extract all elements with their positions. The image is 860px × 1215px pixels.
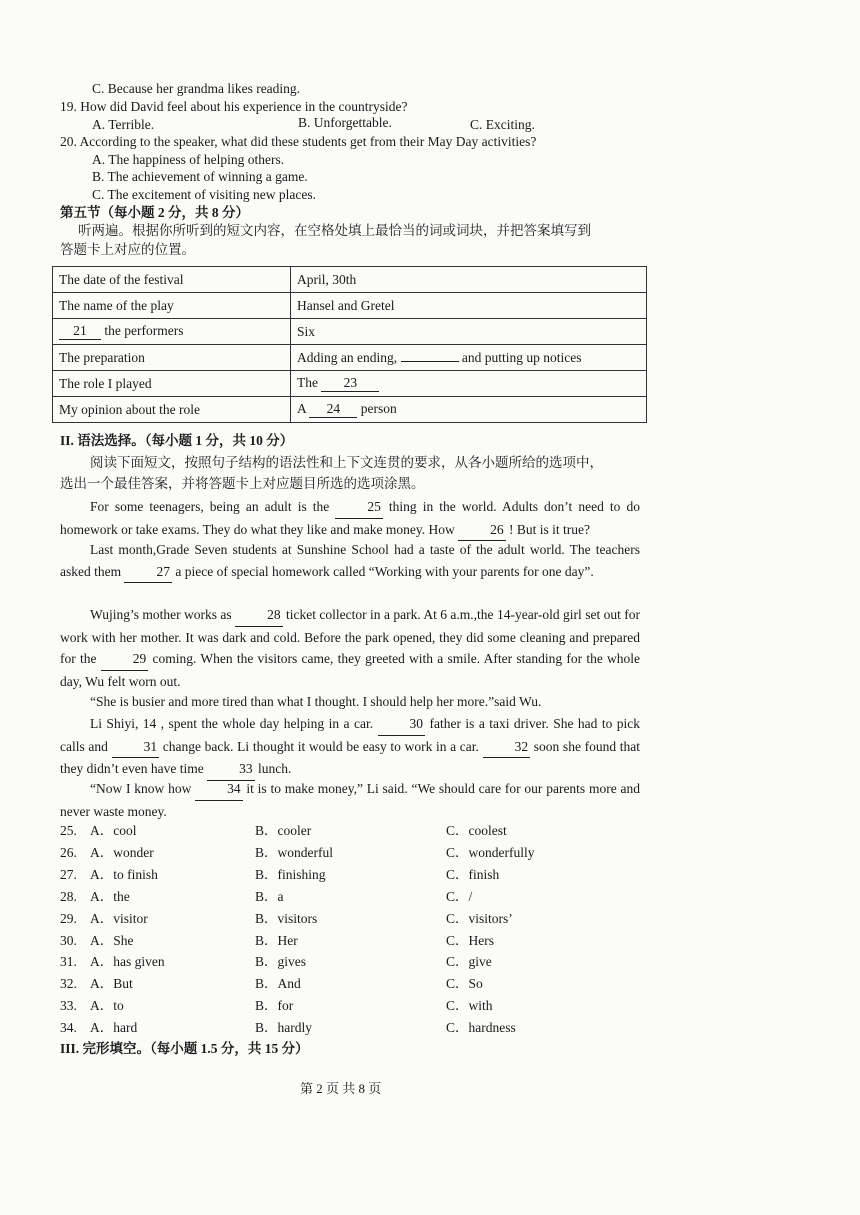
page-number: 第 2 页 共 8 页 (300, 1081, 382, 1096)
option-b[interactable]: B．for (255, 998, 294, 1014)
q20-option-b: B. The achievement of winning a game. (92, 169, 308, 184)
option-a[interactable]: A．She (90, 932, 134, 948)
option-c[interactable]: C．coolest (446, 823, 507, 838)
blank-22[interactable] (401, 361, 459, 362)
option-a[interactable]: A．has given (90, 954, 165, 970)
q19-option-c: C. Exciting. (470, 117, 535, 132)
option-a[interactable]: A．to finish (90, 866, 158, 882)
blank-26[interactable]: 26 (458, 519, 506, 542)
passage-paragraph-4: “She is busier and more tired than what I thought. I should help her more.”said Wu. (90, 694, 542, 709)
row-label-with-blank: 21 the performers (53, 319, 291, 345)
blank-34[interactable]: 34 (195, 778, 243, 801)
option-a[interactable]: A．hard (90, 1020, 138, 1036)
option-c[interactable]: C．wonderfully (446, 844, 535, 860)
blank-23[interactable]: 23 (321, 375, 379, 392)
section5-instruction-1: 听两遍。根据你所听到的短文内容，在空格处填上最恰当的词或词块，并把答案填写到 (78, 223, 591, 238)
blank-31[interactable]: 31 (112, 736, 160, 759)
option-c[interactable]: C．hardness (446, 1020, 516, 1036)
row-value: Hansel and Gretel (291, 293, 647, 319)
passage-paragraph-1: For some teenagers, being an adult is the 25 thing in the world. Adults don’t need to do homework or take exams. They do what they like and make money. How 26 ! But is it true? (60, 496, 640, 541)
passage-paragraph-3: Wujing’s mother works as 28 ticket collector in a park. At 6 a.m.,the 14-year-old girl set out for work with her mother. It was dark and cold. Before the park opened, they did some cleaning and prepared for the 29 coming. When the visitors came, they greeted with a smile. After standing for the whole day, Wu felt worn out. (60, 604, 640, 693)
row-label: My opinion about the role (53, 397, 291, 423)
blank-25[interactable]: 25 (335, 496, 383, 519)
option-number: 30. (60, 932, 77, 948)
option-a[interactable]: A．visitor (90, 910, 148, 926)
option-a[interactable]: A．the (90, 888, 130, 904)
blank-30[interactable]: 30 (378, 713, 426, 736)
q20-option-a: A. The happiness of helping others. (92, 152, 285, 167)
row-label: The date of the festival (53, 267, 291, 293)
section5-heading: 第五节（每小题 2 分，共 8 分） (60, 205, 249, 220)
row-label: The name of the play (53, 293, 291, 319)
option-b[interactable]: B．And (255, 976, 301, 992)
row-value: Six (291, 319, 647, 345)
option-b[interactable]: B．visitors (255, 910, 318, 926)
option-c[interactable]: C．give (446, 954, 492, 970)
option-c[interactable]: C．visitors’ (446, 910, 513, 926)
q19-stem: 19. How did David feel about his experience in the countryside? (60, 99, 408, 114)
listening-fill-table (52, 266, 647, 423)
table-row (53, 319, 647, 345)
passage-paragraph-5: Li Shiyi, 14 , spent the whole day helping in a car. 30 father is a taxi driver. She had to pick calls and 31 change back. Li thought it would be easy to work in a car. 32 soon she found that they didn’t even have time 33 lunch. (60, 713, 640, 781)
row-value: A 24 person (291, 397, 647, 423)
table-row (53, 293, 647, 319)
option-number: 25. (60, 823, 77, 838)
option-b[interactable]: B．wonderful (255, 844, 333, 860)
option-number: 34. (60, 1020, 77, 1036)
passage-paragraph-2: Last month,Grade Seven students at Sunshine School had a taste of the adult world. The teachers asked them 27 a piece of special homework called “Working with your parents for one day”. (60, 539, 640, 583)
option-number: 26. (60, 844, 77, 860)
row-label: The role I played (53, 371, 291, 397)
option-c[interactable]: C．finish (446, 866, 500, 882)
table-row (53, 345, 647, 371)
q20-stem: 20. According to the speaker, what did these students get from their May Day activities? (60, 134, 537, 149)
option-b[interactable]: B．a (255, 888, 284, 904)
row-value: April, 30th (291, 267, 647, 293)
table-row (53, 267, 647, 293)
passage-paragraph-6: “Now I know how 34 it is to make money,” Li said. “We should care for our parents more and never waste money. (60, 778, 640, 822)
option-a[interactable]: A．cool (90, 823, 137, 838)
option-number: 32. (60, 976, 77, 992)
option-c[interactable]: C．with (446, 998, 493, 1014)
q19-option-b: B. Unforgettable. (298, 115, 392, 130)
option-a[interactable]: A．But (90, 976, 133, 992)
option-a[interactable]: A．to (90, 998, 124, 1014)
q18-option-c: C. Because her grandma likes reading. (92, 81, 301, 96)
blank-29[interactable]: 29 (101, 648, 149, 671)
blank-24[interactable]: 24 (309, 401, 357, 418)
grammar-heading: II. 语法选择。（每小题 1 分，共 10 分） (60, 433, 294, 448)
row-label: The preparation (53, 345, 291, 371)
table-row (53, 397, 647, 423)
cloze-heading: III. 完形填空。（每小题 1.5 分，共 15 分） (60, 1041, 309, 1056)
option-number: 29. (60, 910, 77, 926)
option-c[interactable]: C．So (446, 976, 483, 992)
option-a[interactable]: A．wonder (90, 844, 154, 860)
blank-21[interactable]: 21 (59, 323, 101, 340)
blank-28[interactable]: 28 (235, 604, 283, 627)
option-c[interactable]: C．/ (446, 888, 473, 904)
grammar-instruction-2: 选出一个最佳答案，并将答题卡上对应题目所选的选项涂黑。 (60, 476, 425, 491)
table-row (53, 371, 647, 397)
option-b[interactable]: B．finishing (255, 866, 326, 882)
option-c[interactable]: C．Hers (446, 932, 494, 948)
option-b[interactable]: B．hardly (255, 1020, 312, 1036)
blank-33[interactable]: 33 (207, 758, 255, 781)
option-number: 27. (60, 866, 77, 882)
option-number: 28. (60, 888, 77, 904)
section5-instruction-2: 答题卡上对应的位置。 (60, 242, 195, 257)
row-value: Adding an ending, and putting up notices (291, 345, 647, 371)
option-b[interactable]: B．gives (255, 954, 307, 970)
q19-option-a: A. Terrible. (92, 117, 155, 132)
option-b[interactable]: B．Her (255, 932, 298, 948)
option-number: 33. (60, 998, 77, 1014)
option-number: 31. (60, 954, 77, 970)
q20-option-c: C. The excitement of visiting new places. (92, 187, 316, 202)
row-value: The 23 (291, 371, 647, 397)
blank-32[interactable]: 32 (483, 736, 531, 759)
option-b[interactable]: B．cooler (255, 823, 312, 838)
blank-27[interactable]: 27 (124, 561, 172, 584)
grammar-instruction-1: 阅读下面短文，按照句子结构的语法性和上下文连贯的要求，从各小题所给的选项中， (90, 455, 603, 470)
